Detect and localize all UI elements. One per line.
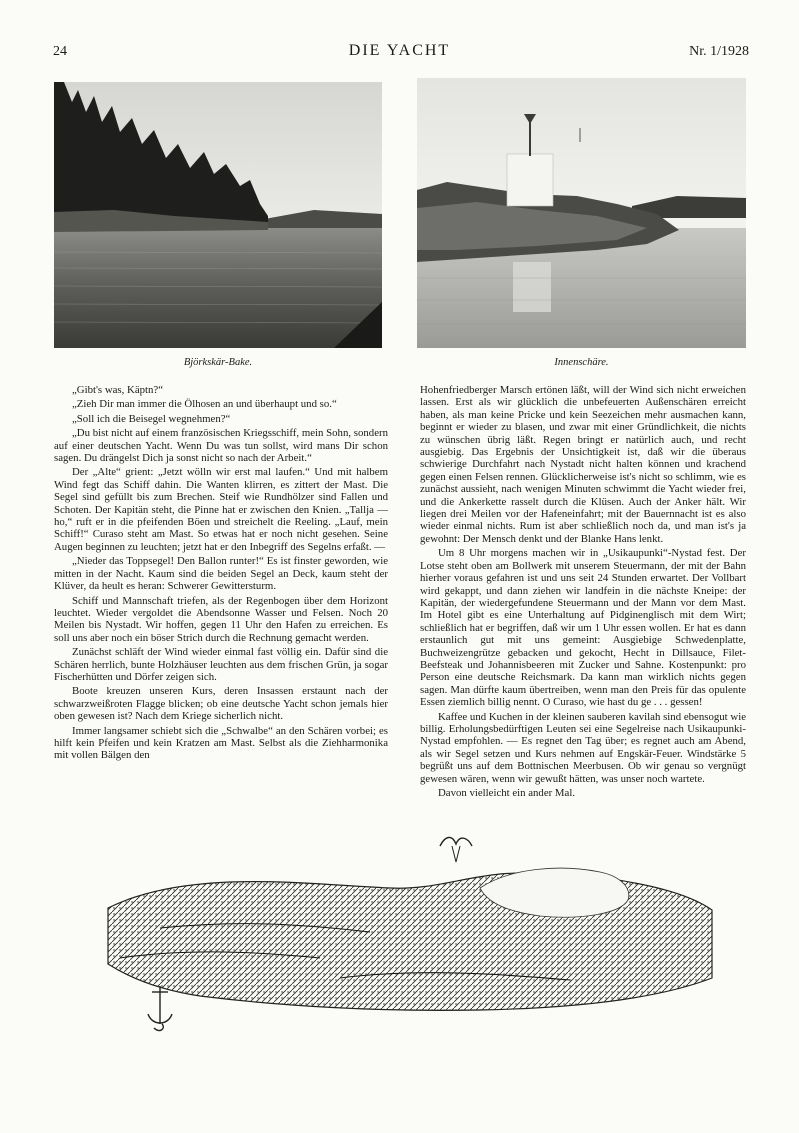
photo-bjorkskar-bake [54,82,382,348]
seagull-icon [440,837,472,862]
magazine-title: DIE YACHT [348,42,451,59]
paragraph: „Zieh Dir man immer die Ölhosen an und überhaupt und so.“ [72,398,337,411]
paragraph: Kaffee und Kuchen in der kleinen sauberen kavilah sind ebensogut wie billig. Erholungsbedürftigen Leuten sei eine Segelreise nach Usikaupunki-Nystad empfohlen. — Es regnet den Tag über; es regnet auch am Abend, als wir Segel setzen und Kurs nehmen auf Engskär-Feuer. Windstärke 5 begrüßt uns auf dem Bottnischen Meerbusen. Ob wir genau so vergnügt gewesen wären, wenn wir gewußt hätten, was unser noch wartete. [420,710,746,785]
anchor-icon [148,986,172,1031]
caption-left-photo: Björkskär-Bake. [183,357,253,368]
issue-number: Nr. 1/1928 [689,44,749,59]
paragraph: Hohenfriedberger Marsch ertönen läßt, will der Wind sich nicht erweichen lassen. Erst als wir glücklich die unbefeuerten Außenschären erreicht haben, als man keine Pricke und kein Seezeichen mehr ausmachen kann, beginnt er wieder zu blasen, und zwar mit einer Gründlichkeit, die nichts zu wünschen übrig läßt. Regen bringt er natürlich auch, und recht ausgiebig. Das Ergebnis der Unsichtigkeit ist, daß wir die überaus schwierige Durchfahrt nach Nystadt nicht halten können und krachend gegen einen Felsen rennen. Glücklicherweise ist's nicht so schlimm, wie es zunächst aussieht, nach wenigen Minuten schwimmt die Yacht wieder frei, und die Ankerkette rasselt durch die Klüsen. Auch der Anker hält. Wir liegen drei Meilen vor der Hafeneinfahrt; mit der Bauernnacht ist es also wieder einmal nichts. Rum ist aber schließlich noch da, und man ist's ja gewohnt: Der Mensch denkt und der Blanke Hans lenkt. [420,384,746,545]
page-number: 24 [53,44,67,59]
paragraph: Schiff und Mannschaft triefen, als der Regenbogen über dem Horizont leuchtet. Wieder vergoldet die Abendsonne Wasser und Felsen. Noch 20 Meilen bis Nystadt. Wir hoffen, gegen 11 Uhr den Hafen zu erreichen. Es soll uns aber noch ein böser Strich durch die Rechnung gemacht werden. [54,594,388,644]
paragraph: Immer langsamer schiebt sich die „Schwalbe“ an den Schären vorbei; es hilft kein Pfeifen und kein Kratzen am Mast. Selbst als die Ziehharmonika mit vollen Bälgen den [54,724,388,762]
paragraph: Um 8 Uhr morgens machen wir in „Usikaupunki“-Nystad fest. Der Lotse steht oben am Bollwerk mit unserem Steuermann, der mit der Bahn hierher voraus gefahren ist und uns seit 24 Stunden erwartet. Der Vollbart wird gekappt, und dann ziehen wir landfein in die nächste Kneipe: der Kapitän, der wiedergefundene Steuermann und der Mann vor dem Mast. Im Hotel gibt es eine Unterhaltung auf Pidginenglisch mit dem Wirt; schließlich hat er begriffen, daß wir um 1 Uhr essen wollen. Er hat es dann erstaunlich gut mit uns gemeint: Ausgiebige Schwedenplatte, Buchweizengrütze gebacken und gekocht, Hecht in Dillsauce, Filet-Beefsteak und Johannisbeeren mit Zucker und Sahne. Kostenpunkt: pro Person eine deutsche Reichsmark. Da kann man wirklich nichts gegen sagen. Man dürfte kaum übertreiben, wenn man den Preis für das opulente Essen ziemlich billig nennt. O Curaso, wie hast du ge . . . gessen! [420,547,746,709]
island-sketch-illustration [100,828,720,1048]
text-column-right [420,384,746,801]
paragraph: „Gibt's was, Käptn?“ [72,384,163,396]
paragraph: Davon vielleicht ein ander Mal. [438,787,576,799]
paragraph: Der „Alte“ grient: „Jetzt wölln wir erst mal laufen.“ Und mit halbem Wind fegt das Schiff dahin. Die Wanten klirren, es zittert der Mast. Die Segel sind gefüllt bis zum Brechen. Steif wie Rundhölzer sind Fallen und Schoten. Der Kapitän steht, die Pinne hat er zwischen den Knien. „Tallja — ho,“ ruft er in die pfeifenden Böen und streichelt die Reeling. „Lauf, mein Schiff!“ Curaso steht am Mast. So etwas hat er noch nicht gesehen. Seine Augen beginnen zu leuchten; jetzt hat er den Inbegriff des Segelns erfaßt. — [54,466,388,553]
text-column-left [54,384,388,764]
caption-right-photo: Innenschäre. [554,357,609,368]
paragraph: „Soll ich die Beisegel wegnehmen?“ [72,412,231,425]
paragraph: Boote kreuzen unseren Kurs, deren Insassen erstaunt nach der schwarzweißroten Flagge blicken; ob eine deutsche Yacht schon jemals hier oben gewesen ist? Nach dem Kriege sicherlich nicht. [54,685,388,723]
photo-innenschaere [417,78,746,348]
paragraph: Zunächst schläft der Wind wieder einmal fast völlig ein. Dafür sind die Schären herrlich, bunte Holzhäuser leuchten aus dem frischen Grün, ja sogar Fischerhütten und Dörfer zeigen sich. [54,646,388,683]
paragraph: „Nieder das Toppsegel! Den Ballon runter!“ Es ist finster geworden, wie mitten in der Nacht. Kaum sind die beiden Segel an Deck, kaum steht der Klüver, da heult es heran: Schwerer Gewittersturm. [54,555,388,593]
paragraph: „Du bist nicht auf einem französischen Kriegsschiff, mein Sohn, sondern auf einer deutschen Yacht. Wenn Du was tun sollst, wird mans Dir schon sagen. Du drängelst Dich ja sonst nicht so nach der Arbeit.“ [54,427,388,465]
